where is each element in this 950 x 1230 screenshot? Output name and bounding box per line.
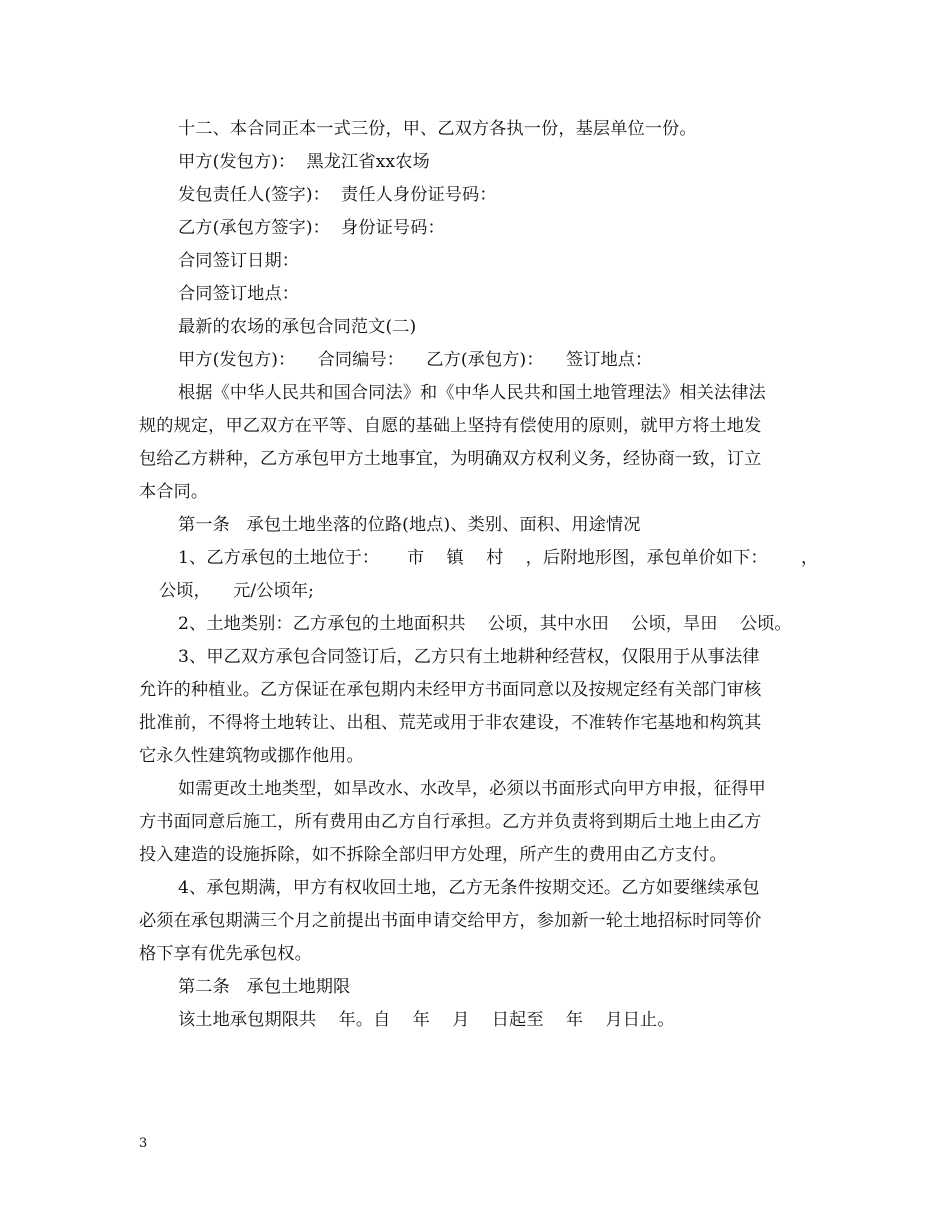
article-one-item-4-line-2: 必须在承包期满三个月之前提出书面申请交给甲方，参加新一轮土地招标时同等价	[139, 911, 762, 931]
header-fields-line: 甲方(发包方)： 合同编号： 乙方(承包方)： 签订地点：	[178, 350, 653, 370]
page-number: 3	[139, 1136, 148, 1151]
party-b-signature-line: 乙方(承包方签字)： 身份证号码：	[178, 218, 445, 238]
party-a-line: 甲方(发包方)： 黑龙江省xx农场	[178, 152, 430, 172]
preamble-line-4: 本合同。	[139, 482, 209, 502]
responsible-person-line: 发包责任人(签字)： 责任人身份证号码：	[178, 185, 497, 205]
preamble-line-1: 根据《中华人民共和国合同法》和《中华人民共和国土地管理法》相关法律法	[178, 383, 766, 403]
preamble-line-3: 包给乙方耕种，乙方承包甲方土地事宜，为明确双方权利义务，经协商一致，订立	[139, 449, 762, 469]
land-type-change-line-3: 投入建造的设施拆除，如不拆除全部归甲方处理，所产生的费用由乙方支付。	[139, 845, 727, 865]
article-one-item-3-line-2: 允许的种植业。乙方保证在承包期内未经甲方书面同意以及按规定经有关部门审核	[139, 680, 762, 700]
clause-twelve: 十二、本合同正本一式三份，甲、乙双方各执一份，基层单位一份。	[178, 119, 697, 139]
land-type-change-line-2: 方书面同意后施工，所有费用由乙方自行承担。乙方并负责将到期后土地上由乙方	[139, 812, 762, 832]
article-one-item-3-line-1: 3、甲乙双方承包合同签订后，乙方只有土地耕种经营权，仅限用于从事法律	[178, 647, 760, 667]
document-body	[139, 113, 819, 1037]
article-one-item-1-cont: 公顷， 元/公顷年;	[159, 581, 315, 601]
preamble-line-2: 规的规定，甲乙双方在平等、自愿的基础上坚持有偿使用的原则，就甲方将土地发	[139, 416, 762, 436]
article-two-heading: 第二条 承包土地期限	[178, 977, 351, 997]
signing-date-line: 合同签订日期：	[178, 251, 300, 271]
article-one-item-4-line-3: 格下享有优先承包权。	[139, 944, 312, 964]
article-one-item-2: 2、土地类别：乙方承包的土地面积共 公顷，其中水田 公顷，旱田 公顷。	[178, 614, 792, 634]
article-one-item-3-line-3: 批准前，不得将土地转让、出租、荒芜或用于非农建设，不准转作宅基地和构筑其	[139, 713, 762, 733]
signing-place-line: 合同签订地点：	[178, 284, 300, 304]
section-title: 最新的农场的承包合同范文(二)	[178, 317, 417, 337]
article-one-item-3-line-4: 它永久性建筑物或挪作他用。	[139, 746, 364, 766]
contract-term-line: 该土地承包期限共 年。自 年 月 日起至 年 月日止。	[178, 1010, 675, 1030]
article-one-heading: 第一条 承包土地坐落的位路(地点)、类别、面积、用途情况	[178, 515, 641, 535]
land-type-change-line-1: 如需更改土地类型，如旱改水、水改旱，必须以书面形式向甲方申报，征得甲	[178, 779, 766, 799]
article-one-item-1: 1、乙方承包的土地位于： 市 镇 村 ，后附地形图，承包单价如下： ，	[178, 548, 819, 568]
article-one-item-4-line-1: 4、承包期满，甲方有权收回土地，乙方无条件按期交还。乙方如要继续承包	[178, 878, 760, 898]
